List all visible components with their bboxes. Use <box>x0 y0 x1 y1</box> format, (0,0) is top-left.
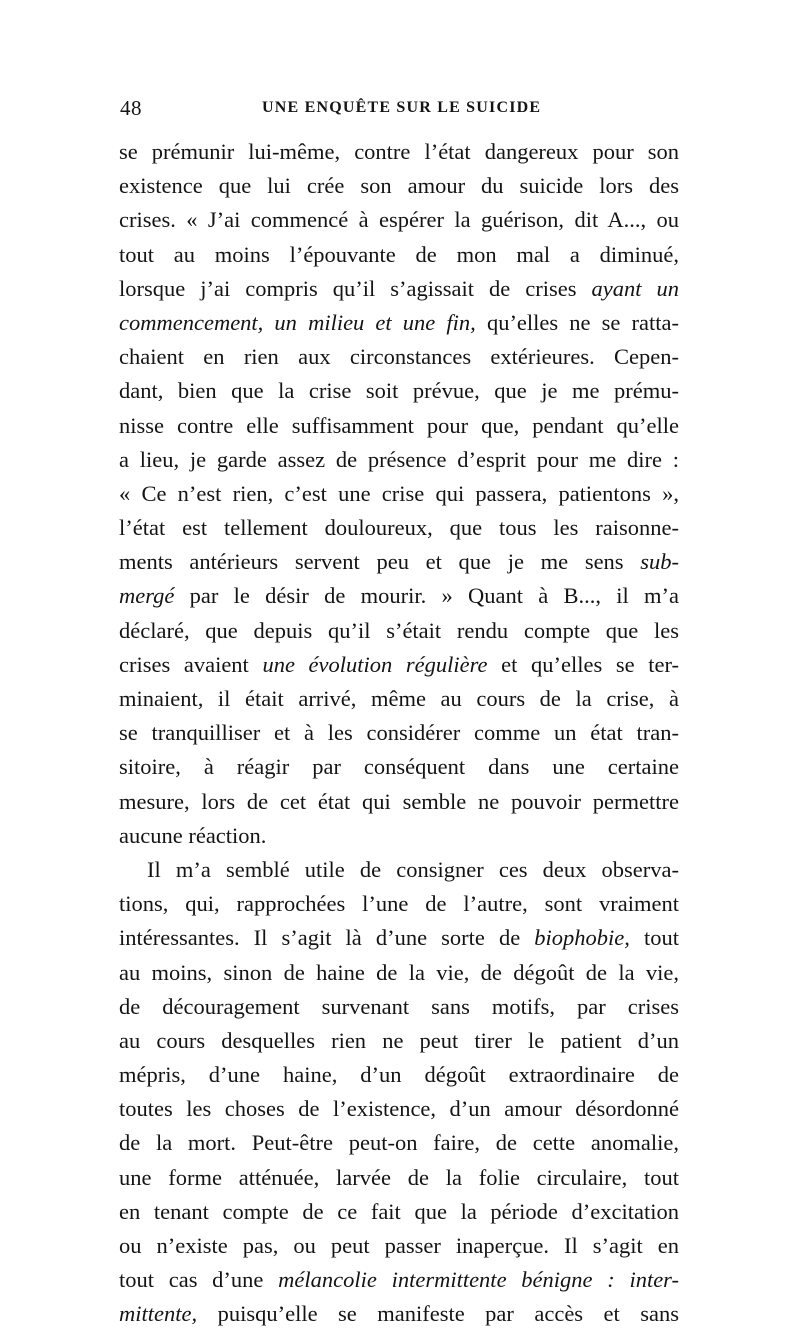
text-span: toutes les choses de l’existence, d’un amour désordonné <box>119 1096 679 1122</box>
text-line <box>119 750 679 784</box>
running-head: UNE ENQUÊTE SUR LE SUICIDE <box>262 99 542 116</box>
text-span: lorsque j’ai compris qu’il s’agissait de crises <box>119 275 592 301</box>
text-span: « Ce n’est rien, c’est une crise qui passera, patientons », <box>119 480 679 506</box>
text-line <box>119 238 679 272</box>
text-line <box>119 203 679 237</box>
text-line <box>119 648 679 682</box>
body-text <box>119 135 679 1332</box>
text-line <box>119 785 679 819</box>
text-line <box>119 477 679 511</box>
text-span: existence que lui crée son amour du suicide lors des <box>119 173 679 199</box>
text-line <box>119 921 679 955</box>
text-span: ou n’existe pas, ou peut passer inaperçue. Il s’agit en <box>119 1233 679 1258</box>
text-span: de découragement survenant sans motifs, par crises <box>119 993 679 1019</box>
text-span: au cours desquelles rien ne peut tirer le patient d’un <box>119 1027 679 1053</box>
italic-text: mergé <box>119 583 175 609</box>
text-line <box>119 545 679 579</box>
text-span: aucune réaction. <box>119 822 267 848</box>
text-line <box>119 1126 679 1160</box>
text-span: nisse contre elle suffisamment pour que, pendant qu’elle <box>119 412 679 438</box>
text-line <box>119 443 679 477</box>
text-span: tout <box>629 925 679 951</box>
text-span: et qu’elles se ter- <box>487 651 679 677</box>
text-span: tout cas d’une <box>119 1267 279 1293</box>
text-span: sitoire, à réagir par conséquent dans une certaine <box>119 754 679 780</box>
text-line <box>119 716 679 750</box>
text-span: en tenant compte de ce fait que la période d’excitation <box>119 1198 679 1224</box>
italic-text: ayant un <box>591 275 679 301</box>
text-line <box>119 1263 679 1297</box>
italic-text: sub- <box>640 549 679 575</box>
text-span: Il m’a semblé utile de consigner ces deux observa- <box>147 856 679 882</box>
text-span: dant, bien que la crise soit prévue, que je me prému- <box>119 378 679 404</box>
text-span: ments antérieurs servent peu et que je me sens <box>119 549 641 575</box>
text-line <box>119 1024 679 1058</box>
text-span: une forme atténuée, larvée de la folie circulaire, tout <box>119 1164 679 1190</box>
italic-text: commencement, un milieu et une fin, <box>119 309 476 335</box>
text-span: mépris, d’une haine, d’un dégoût extraordinaire de <box>119 1062 679 1088</box>
text-line <box>119 272 679 306</box>
text-span: au moins, sinon de haine de la vie, de dégoût de la vie, <box>119 959 679 985</box>
text-span: crises avaient <box>119 651 263 677</box>
text-line <box>119 169 679 203</box>
text-line <box>119 409 679 443</box>
text-line <box>119 135 679 169</box>
text-line <box>119 1229 679 1263</box>
text-span: minaient, il était arrivé, même au cours de la crise, à <box>119 686 679 711</box>
text-line <box>119 374 679 408</box>
text-line <box>119 853 679 887</box>
text-span: de la mort. Peut-être peut-on faire, de cette anomalie, <box>119 1130 679 1156</box>
text-span: déclaré, que depuis qu’il s’était rendu compte que les <box>119 617 679 643</box>
italic-text: mittente, <box>119 1301 198 1327</box>
text-span: intéressantes. Il s’agit là d’une sorte de <box>119 925 535 951</box>
text-line <box>119 1297 679 1331</box>
text-span: tions, qui, rapprochées l’une de l’autre, sont vraiment <box>119 891 679 917</box>
text-span: l’état est tellement douloureux, que tous les raisonne- <box>119 515 679 541</box>
italic-text: une évolution régulière <box>262 651 488 677</box>
text-line <box>119 819 679 853</box>
text-line <box>119 1092 679 1126</box>
text-span: puisqu’elle se manifeste par accès et sans <box>197 1301 679 1327</box>
text-line <box>119 990 679 1024</box>
text-line <box>119 614 679 648</box>
text-line <box>119 1161 679 1195</box>
text-span: a lieu, je garde assez de présence d’esprit pour me dire : <box>119 446 679 472</box>
text-line <box>119 340 679 374</box>
page-number: 48 <box>120 96 142 120</box>
text-span: mesure, lors de cet état qui semble ne pouvoir permettre <box>119 788 679 814</box>
italic-text: mélancolie intermittente bénigne : inter- <box>278 1267 679 1293</box>
text-span: tout au moins l’épouvante de mon mal a diminué, <box>119 241 679 267</box>
text-line <box>119 306 679 340</box>
italic-text: biophobie, <box>534 925 630 951</box>
text-span: qu’elles ne se ratta- <box>475 309 679 335</box>
text-span: se tranquilliser et à les considérer comme un état tran- <box>119 720 679 746</box>
page-header <box>120 96 676 126</box>
text-line <box>119 682 679 716</box>
text-line <box>119 1058 679 1092</box>
text-span: crises. « J’ai commencé à espérer la guérison, dit A..., ou <box>119 207 679 233</box>
text-line <box>119 1195 679 1229</box>
text-span: chaient en rien aux circonstances extérieures. Cepen- <box>119 344 679 370</box>
text-line <box>119 956 679 990</box>
text-span: par le désir de mourir. » Quant à B..., il m’a <box>174 583 679 609</box>
text-line <box>119 887 679 921</box>
text-line <box>119 579 679 613</box>
text-span: se prémunir lui-même, contre l’état dangereux pour son <box>119 139 679 164</box>
text-line <box>119 511 679 545</box>
